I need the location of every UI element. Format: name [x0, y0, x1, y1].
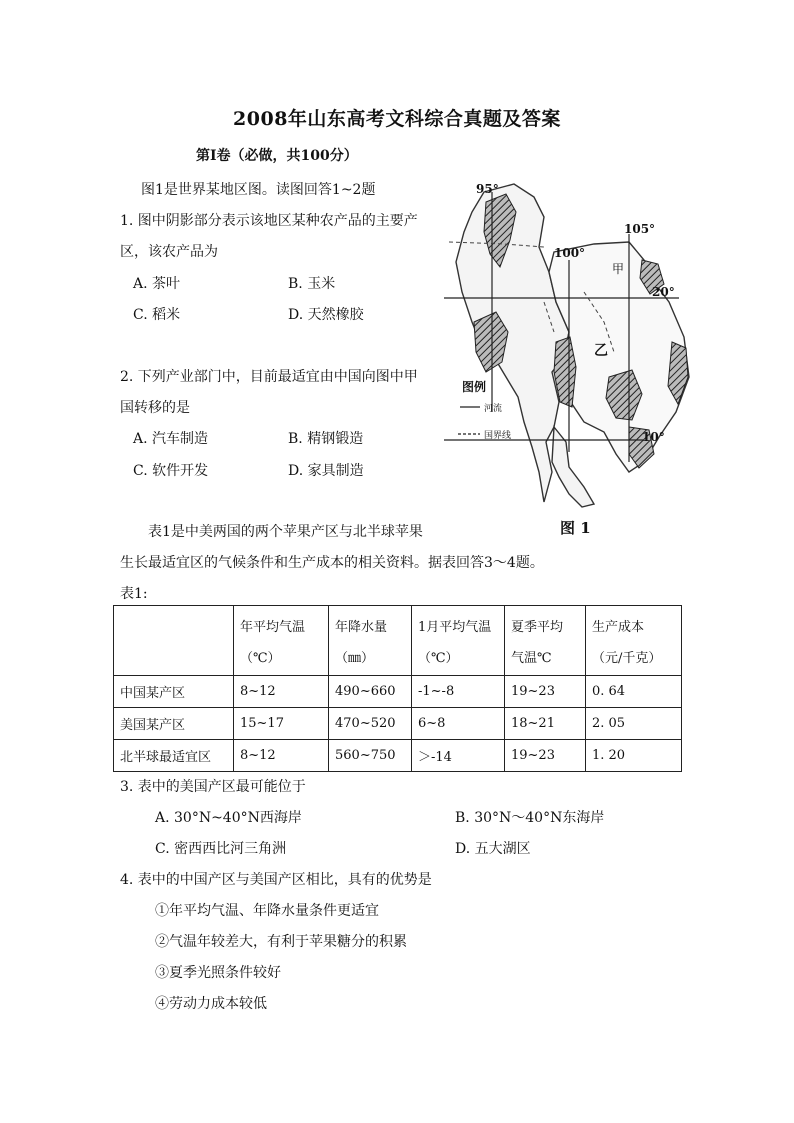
table-header-cell: 年平均气温 （℃）: [234, 606, 329, 676]
table-cell: -1~-8: [412, 676, 505, 708]
q4-item-1: ①年平均气温、年降水量条件更适宜: [155, 903, 379, 919]
q4-stem: 4. 表中的中国产区与美国产区相比，具有的优势是: [120, 872, 432, 888]
q1-option-d: D. 天然橡胶: [288, 307, 364, 323]
intro-table1-line1: 表1是中美两国的两个苹果产区与北半球苹果: [148, 524, 423, 540]
table-header-cell: 夏季平均 气温℃: [505, 606, 586, 676]
table-row: [114, 740, 682, 772]
table-cell: 15~17: [234, 708, 329, 740]
q2-stem-line1: 2. 下列产业部门中，目前最适宜由中国向图中甲: [120, 369, 418, 385]
label-lon-100: 100°: [554, 246, 586, 260]
table-cell: ＞-14: [412, 740, 505, 772]
table-cell: 470~520: [329, 708, 412, 740]
table-row: [114, 708, 682, 740]
q3-option-d: D. 五大湖区: [455, 841, 531, 857]
table-label: 表1:: [120, 586, 148, 602]
table-cell: 8~12: [234, 740, 329, 772]
q3-stem: 3. 表中的美国产区最可能位于: [120, 779, 306, 795]
table-cell: 19~23: [505, 676, 586, 708]
table-cell: 490~660: [329, 676, 412, 708]
table-cell: 6~8: [412, 708, 505, 740]
table-cell: 2. 05: [586, 708, 682, 740]
table-cell: 美国某产区: [114, 708, 234, 740]
table-cell: 1. 20: [586, 740, 682, 772]
q1-option-c: C. 稻米: [133, 307, 181, 323]
q4-item-4: ④劳动力成本较低: [155, 996, 267, 1012]
label-lon-105: 105°: [624, 222, 656, 236]
q2-option-c: C. 软件开发: [133, 463, 209, 479]
climate-cost-table: [113, 605, 682, 772]
q3-option-a: A. 30°N~40°N西海岸: [155, 810, 302, 826]
table-cell: 中国某产区: [114, 676, 234, 708]
q1-stem-line2: 区，该农产品为: [120, 244, 218, 260]
q2-option-b: B. 精钢锻造: [288, 431, 364, 447]
table-header-cell: 1月平均气温 （℃）: [412, 606, 505, 676]
section-subtitle: 第Ⅰ卷（必做，共100分）: [196, 148, 358, 164]
legend-border-label: 国界线: [484, 431, 512, 441]
label-jia: 甲: [612, 262, 625, 276]
label-lat-20: 20°: [652, 285, 675, 299]
figure-caption: 图 1: [560, 519, 591, 537]
q3-option-c: C. 密西西比河三角洲: [155, 841, 287, 857]
label-lon-95: 95°: [476, 182, 499, 196]
intro-figure1: 图1是世界某地区图。读图回答1~2题: [141, 182, 376, 198]
intro-table1-line2: 生长最适宜区的气候条件和生产成本的相关资料。据表回答3～4题。: [120, 555, 544, 571]
label-yi: 乙: [594, 343, 608, 359]
legend-title: 图例: [462, 380, 487, 394]
table-row: [114, 676, 682, 708]
table-cell: 北半球最适宜区: [114, 740, 234, 772]
table-cell: 8~12: [234, 676, 329, 708]
table-header-cell: 生产成本 （元/千克）: [586, 606, 682, 676]
q3-option-b: B. 30°N～40°N东海岸: [455, 810, 605, 826]
table-header-cell: 年降水量 （㎜）: [329, 606, 412, 676]
q1-option-b: B. 玉米: [288, 276, 336, 292]
table-cell: 0. 64: [586, 676, 682, 708]
page-title: 2008年山东高考文科综合真题及答案: [233, 108, 561, 130]
q2-stem-line2: 国转移的是: [120, 400, 190, 416]
q2-option-d: D. 家具制造: [288, 463, 364, 479]
q1-option-a: A. 茶叶: [133, 276, 181, 292]
table-cell: 560~750: [329, 740, 412, 772]
table-header-cell: [114, 606, 234, 676]
label-lat-10: 10°: [642, 430, 665, 444]
table-cell: 19~23: [505, 740, 586, 772]
q4-item-2: ②气温年较差大，有利于苹果糖分的积累: [155, 934, 407, 950]
legend-river-label: 河流: [484, 404, 503, 414]
q4-item-3: ③夏季光照条件较好: [155, 965, 281, 981]
table-cell: 18~21: [505, 708, 586, 740]
peninsula-outline: [552, 427, 594, 507]
q1-stem-line1: 1. 图中阴影部分表示该地区某种农产品的主要产: [120, 213, 418, 229]
table-header-row: [114, 606, 682, 676]
map-svg: [444, 172, 694, 544]
map-figure: [444, 172, 694, 544]
q2-option-a: A. 汽车制造: [133, 431, 209, 447]
